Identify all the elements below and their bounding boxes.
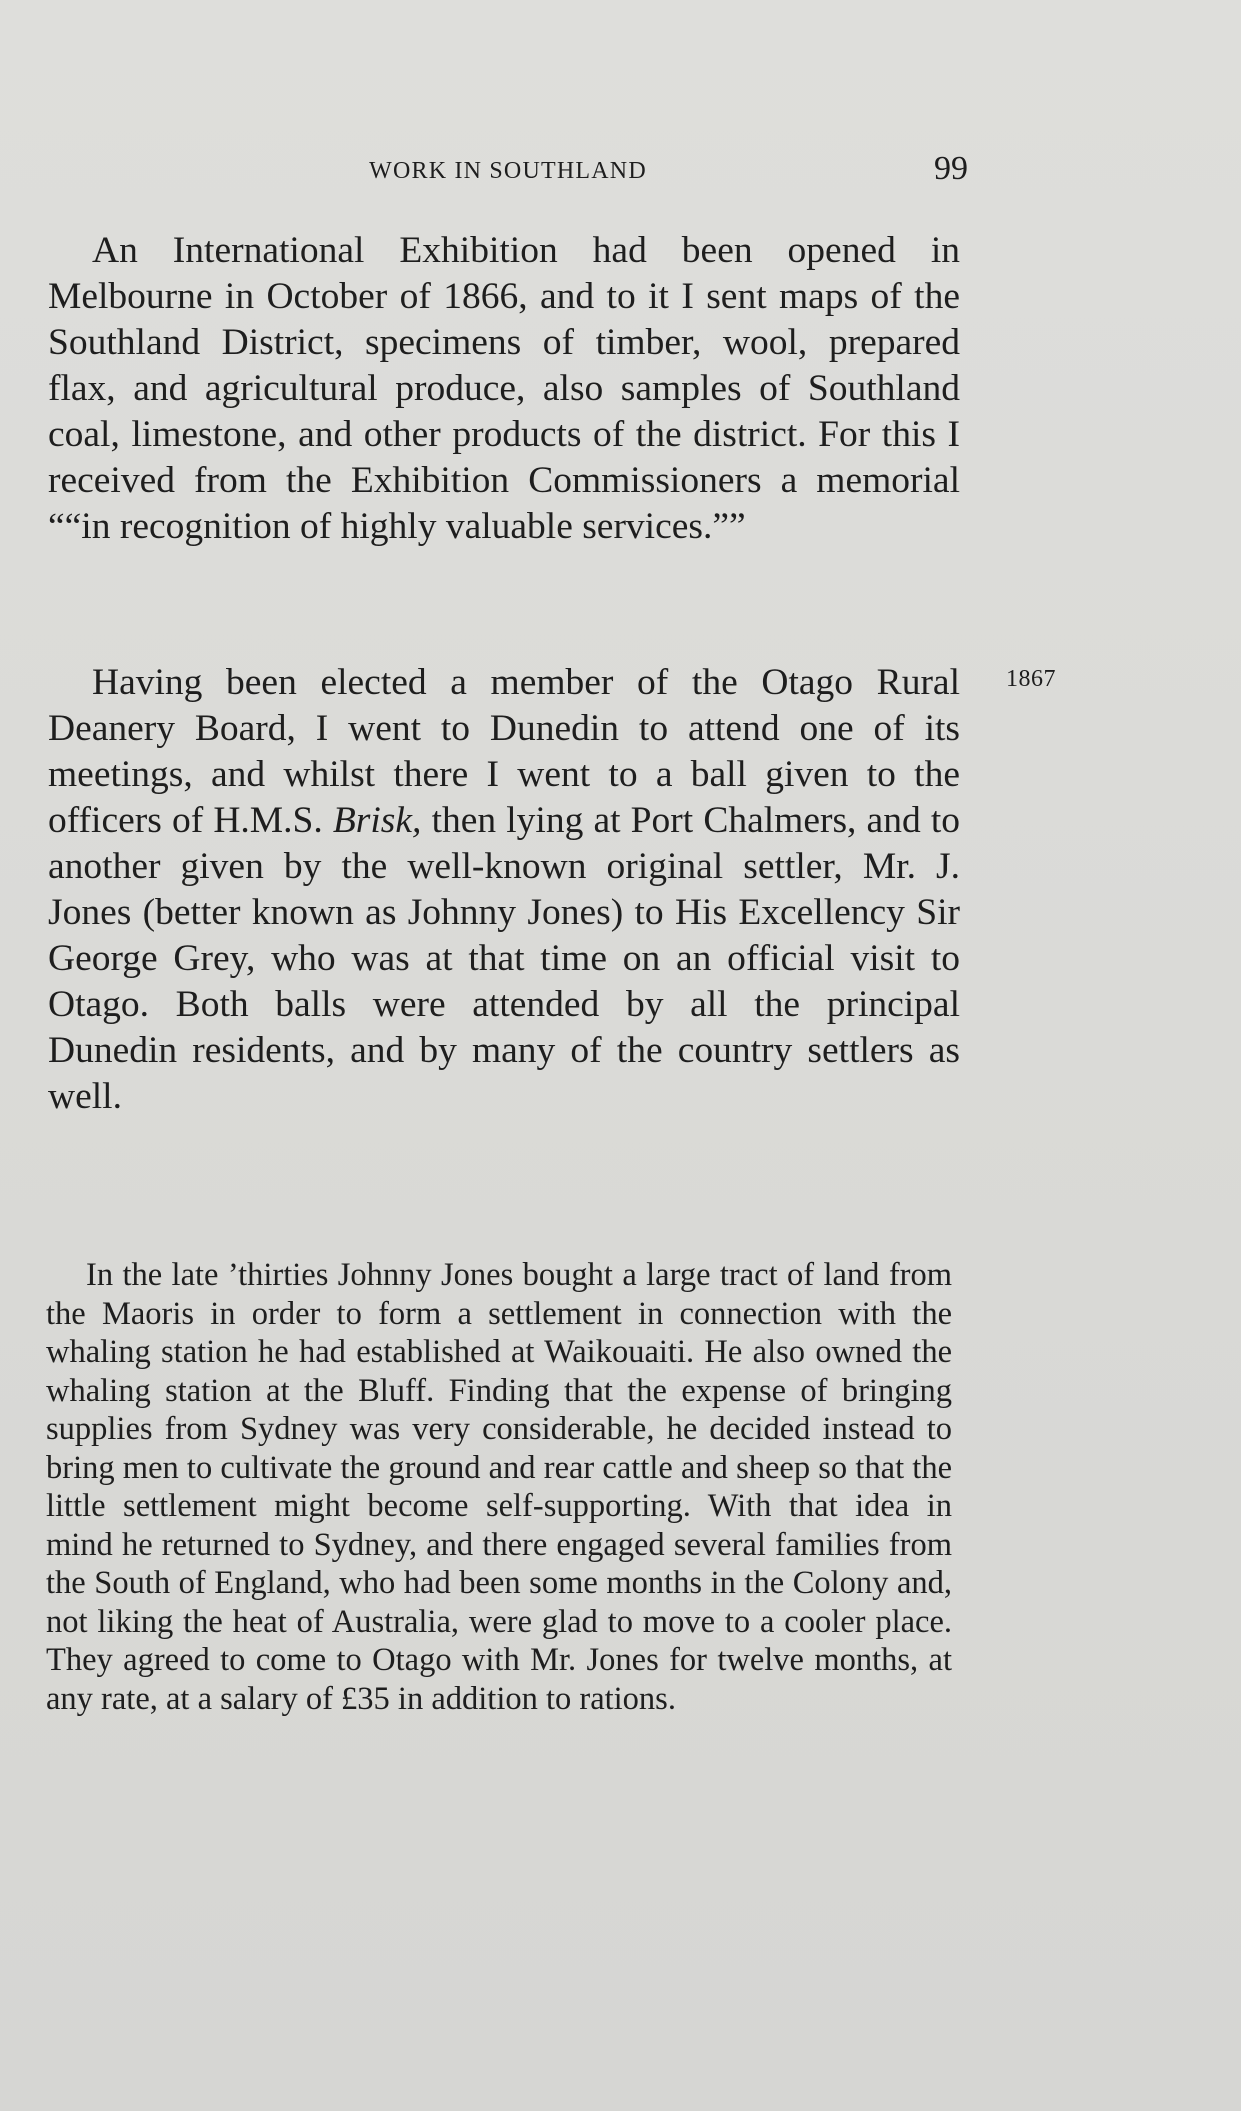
running-head [48,150,968,190]
running-title: WORK IN SOUTHLAND [369,158,647,184]
margin-year-note: 1867 [1006,666,1056,692]
page-number: 99 [934,150,968,187]
ship-name-italic: Brisk, [332,800,422,841]
paragraph-deanery-text-end: then lying at Port Chalmers, and to another given by the well-known original settler, Mr. J. Jones (better known as Johnny Jones) to His Excellency Sir George Grey, who was at that time on an official visit to Otago. Both balls were attended by all the principal Dunedin residents, and by many of the country settlers as well. [48,800,961,1117]
footnote-johnny-jones: In the late ’thirties Johnny Jones bought a large tract of land from the Maoris in order to form a settlement in connection with the whaling station he had established at Waikouaiti. He also owned the whaling station at the Bluff. Finding that the expense of bringing supplies from Sydney was very considerable, he decided instead to bring men to cultivate the ground and rear cattle and sheep so that the little settlement might become self-supporting. With that idea in mind he returned to Sydney, and there engaged several families from the South of England, who had been some months in the Colony and, not liking the heat of Australia, were glad to move to a cooler place. They agreed to come to Otago with Mr. Jones for twelve months, at any rate, at a salary of £35 in addition to rations. [46,1257,952,1717]
paragraph-deanery-board [48,660,960,1120]
paragraph-exhibition: An International Exhibition had been opened in Melbourne in October of 1866, and to it I sent maps of the Southland District, specimens of timber, wool, prepared flax, and agricultural produce, also samples of Southland coal, limestone, and other products of the district. For this I received from the Exhibition Commissioners a memorial ““in recognition of highly valuable services.”” [48,230,960,547]
paragraph-deanery-text-start: Having been elected a member of the Otago Rural Deanery Board, I went to Dunedin to attend one of its meetings, and whilst there I went to a ball given to the officers of H.M.S. [48,662,960,841]
